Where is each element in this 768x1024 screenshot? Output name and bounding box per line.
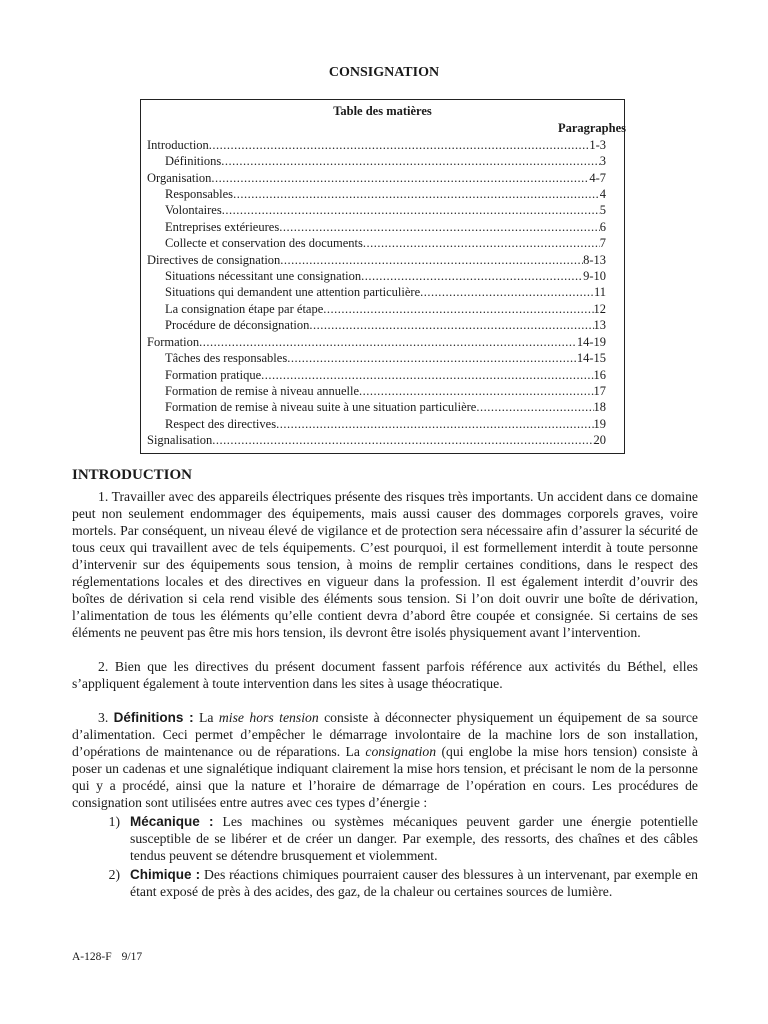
toc-entry	[141, 399, 624, 415]
toc-entry-label: Formation de remise à niveau annuelle	[165, 383, 360, 398]
toc-entry-paragraphs: 18	[593, 400, 606, 415]
toc-paragraph-label: Paragraphes	[557, 121, 626, 136]
toc-dot-leader	[420, 284, 594, 300]
toc-entry-paragraphs: 11	[593, 285, 606, 300]
toc-entry	[141, 219, 624, 235]
paragraph-3	[72, 709, 698, 811]
toc-entry-paragraphs: 1-3	[589, 137, 606, 152]
toc-dot-leader	[309, 317, 593, 333]
toc-entry	[141, 186, 624, 202]
toc-dot-leader	[221, 153, 600, 169]
toc-entry-paragraphs: 16	[593, 367, 606, 382]
toc-entry-label: Entreprises extérieures	[165, 219, 280, 234]
toc-entry	[141, 367, 624, 383]
term-consignation: consignation	[365, 744, 437, 759]
toc-entry	[141, 416, 624, 432]
toc-dot-leader	[199, 334, 577, 350]
paragraph-3-text-a: La	[193, 710, 219, 725]
toc-entry	[141, 202, 624, 218]
toc-entry-paragraphs: 14-15	[576, 351, 606, 366]
toc-entries	[141, 137, 624, 449]
paragraph-3-text-c: (qui englobe la mise hors tension) consiste à poser un cadenas et une signalétique indiquant clairement la mise hors tension, et précisant le nom de la personne qui y a procédé, ainsi que la nature et l’horaire de démarrage de l’opération en cours. Les procédures de consignation sont utilisées entre autres avec ces types d’énergie :	[72, 744, 699, 810]
document-date: 9/17	[121, 951, 143, 963]
toc-entry-paragraphs: 9-10	[583, 269, 606, 284]
toc-entry	[141, 268, 624, 284]
toc-entry-paragraphs: 17	[593, 383, 606, 398]
toc-entry-paragraphs: 13	[593, 318, 606, 333]
toc-entry-paragraphs: 6	[599, 219, 606, 234]
toc-entry-label: Formation	[147, 334, 200, 349]
toc-entry-label: Formation pratique	[165, 367, 262, 382]
list-item	[72, 866, 698, 900]
page-footer	[72, 951, 142, 963]
toc-entry-label: La consignation étape par étape	[165, 301, 324, 316]
toc-entry-paragraphs: 5	[599, 203, 606, 218]
toc-entry	[141, 334, 624, 350]
list-item-term: Mécanique :	[130, 814, 214, 829]
toc-entry-paragraphs: 12	[593, 301, 606, 316]
toc-entry	[141, 284, 624, 300]
list-item	[72, 813, 698, 864]
toc-entry-label: Signalisation	[147, 433, 213, 448]
toc-entry-paragraphs: 20	[593, 433, 606, 448]
list-item-number: 2)	[108, 867, 120, 882]
table-of-contents	[140, 99, 625, 454]
toc-dot-leader	[211, 170, 589, 186]
toc-entry	[141, 383, 624, 399]
toc-entry-label: Situations nécessitant une consignation	[165, 269, 362, 284]
toc-entry-label: Procédure de déconsignation	[165, 318, 310, 333]
toc-dot-leader	[287, 350, 577, 366]
toc-entry	[141, 170, 624, 186]
definitions-term: Définitions :	[113, 710, 194, 725]
paragraph-1: 1. Travailler avec des appareils électriques présente des risques très importants. Un accident dans ce domaine peut non seulement endommager des équipements, mais aussi causer des dommages corporels graves, voire mortels. Par conséquent, un niveau élevé de vigilance et de protection sera nécessaire afin d’assurer la sécurité de tous ceux qui travaillent avec de tels équipements. C’est pourquoi, il est formellement interdit à toute personne d’intervenir sur des équipements sous tension, à moins de remplir certaines conditions, dans le respect des réglementations locales et des directives en vigueur dans la profession. Il est également interdit d’ouvrir des boîtes de dérivation si cela rend visible des éléments sous tension. Si l’on doit ouvrir une boîte de dérivation, l’alimentation de tous les éléments qu’elle contient devra d’abord être coupée et consignée. Si certains de ses éléments ne peuvent pas être mis hors tension, ils devront être isolés physiquement avant l’intervention.	[72, 489, 698, 640]
document-title: CONSIGNATION	[328, 65, 440, 80]
toc-entry-label: Formation de remise à niveau suite à une situation particulière	[165, 400, 477, 415]
toc-entry-paragraphs: 3	[599, 154, 606, 169]
toc-dot-leader	[476, 399, 593, 415]
list-item-term: Chimique :	[130, 867, 201, 882]
list-item-text	[130, 866, 698, 900]
toc-entry	[141, 235, 624, 251]
toc-heading: Table des matières	[333, 104, 432, 118]
paragraph-3-number: 3.	[98, 710, 109, 725]
toc-entry	[141, 301, 624, 317]
toc-dot-leader	[359, 383, 593, 399]
document-code: A-128-F	[72, 951, 112, 963]
list-item-body: Des réactions chimiques pourraient causer des blessures à un intervenant, par exemple en étant exposé de près à des acides, des gaz, de la chaleur ou certaines sources de lumière.	[130, 867, 698, 899]
toc-dot-leader	[276, 416, 593, 432]
paragraph-2: 2. Bien que les directives du présent document fassent parfois référence aux activités du Béthel, elles s’appliquent également à toute intervention dans les sites à usage théocratique.	[72, 659, 698, 691]
toc-dot-leader	[261, 367, 593, 383]
toc-dot-leader	[209, 137, 590, 153]
toc-dot-leader	[280, 252, 583, 268]
main-content	[72, 467, 698, 900]
toc-entry-label: Situations qui demandent une attention particulière	[165, 285, 421, 300]
toc-entry	[141, 252, 624, 268]
toc-dot-leader	[279, 219, 600, 235]
toc-entry-paragraphs: 8-13	[583, 252, 606, 267]
toc-entry	[141, 137, 624, 153]
toc-entry-paragraphs: 7	[599, 236, 606, 251]
toc-entry-label: Volontaires	[165, 203, 222, 218]
toc-entry-label: Respect des directives	[165, 416, 277, 431]
toc-entry-label: Responsables	[165, 187, 234, 202]
section-heading-introduction: INTRODUCTION	[72, 467, 193, 483]
toc-entry	[141, 432, 624, 448]
toc-entry-label: Organisation	[147, 170, 212, 185]
toc-entry-label: Tâches des responsables	[165, 351, 288, 366]
toc-entry	[141, 350, 624, 366]
toc-dot-leader	[363, 235, 600, 251]
toc-dot-leader	[323, 301, 593, 317]
toc-entry	[141, 317, 624, 333]
list-item-body: Les machines ou systèmes mécaniques peuvent garder une énergie potentielle susceptible de se libérer et de créer un danger. Par exemple, des ressorts, des chaînes et des câbles tendus peuvent se détendre brusquement et violemment.	[130, 814, 699, 863]
toc-dot-leader	[222, 202, 600, 218]
term-mise-hors-tension: mise hors tension	[218, 710, 319, 725]
toc-entry-paragraphs: 4	[599, 187, 606, 202]
toc-entry	[141, 153, 624, 169]
toc-entry-label: Définitions	[165, 154, 222, 169]
energy-types-list	[72, 813, 698, 900]
toc-entry-paragraphs: 19	[593, 416, 606, 431]
toc-dot-leader	[361, 268, 583, 284]
list-item-text	[130, 813, 698, 864]
toc-entry-label: Collecte et conservation des documents	[165, 236, 363, 251]
toc-entry-label: Introduction	[147, 137, 209, 152]
toc-entry-label: Directives de consignation	[147, 252, 281, 267]
toc-entry-paragraphs: 4-7	[589, 170, 606, 185]
toc-dot-leader	[233, 186, 600, 202]
toc-entry-paragraphs: 14-19	[576, 334, 606, 349]
paragraph-3-text-b: consiste à déconnecter physiquement un équipement de sa source d’alimentation. Ceci permet d’empêcher le démarrage involontaire de la machine lors de son installation, d’opérations de maintenance ou de réparations. La	[72, 710, 698, 759]
toc-dot-leader	[212, 432, 593, 448]
list-item-number: 1)	[108, 814, 120, 829]
